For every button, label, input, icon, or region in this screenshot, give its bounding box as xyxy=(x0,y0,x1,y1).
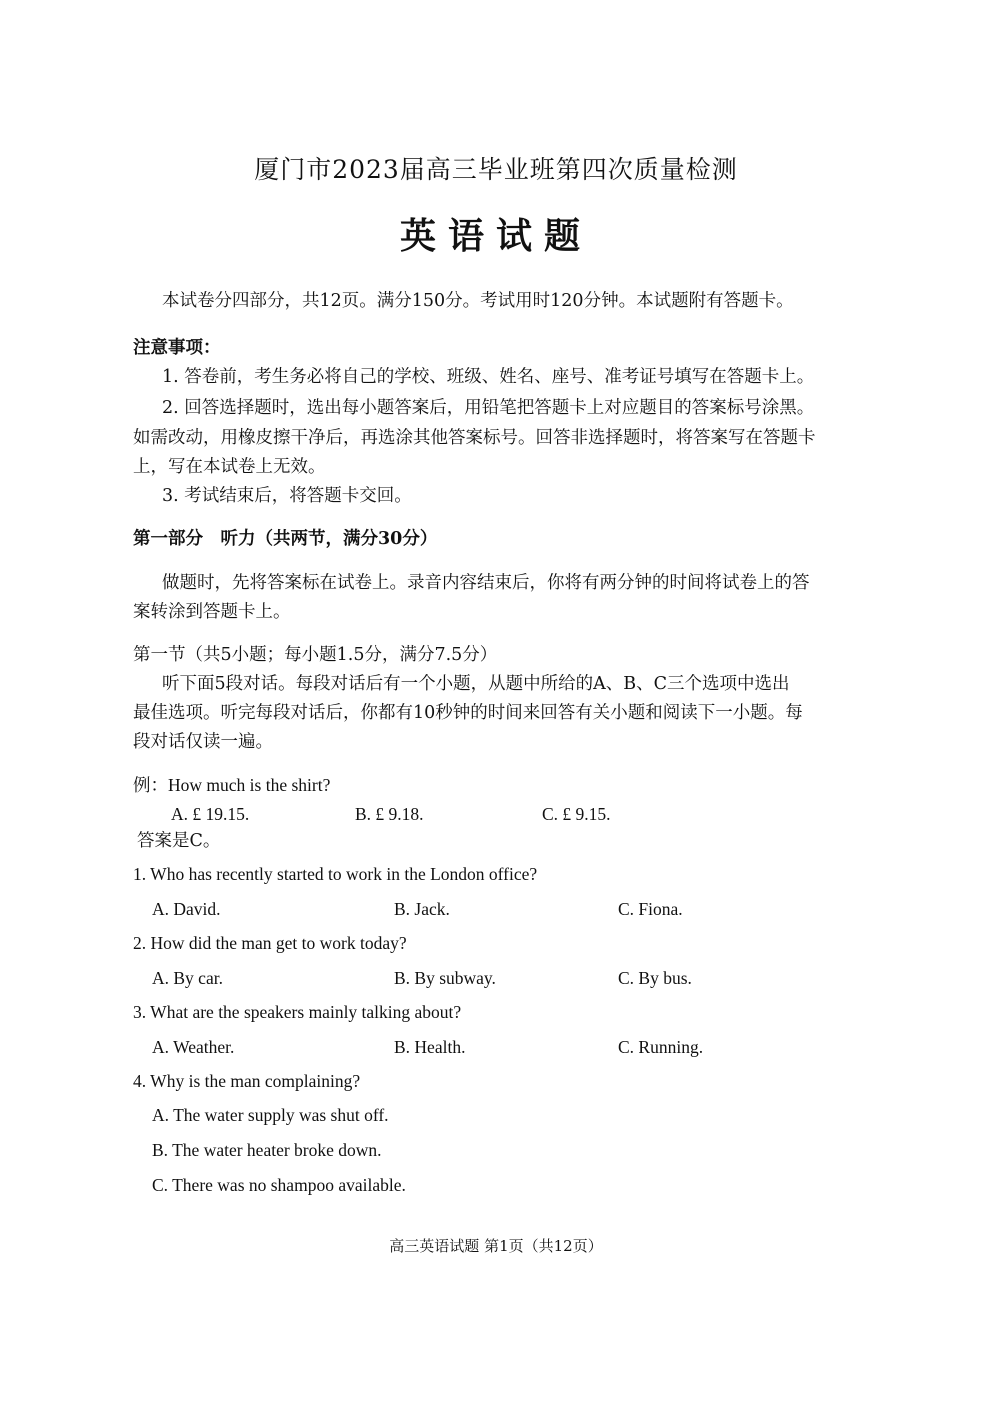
example-option-b: B. £ 9.18. xyxy=(355,804,424,824)
exam-title: 英语试题 xyxy=(399,215,592,257)
q4-option-c: C. There was no shampoo available. xyxy=(152,1175,406,1195)
section1-heading: 第一节（共5小题；每小题1.5分，满分7.5分） xyxy=(133,645,498,665)
notice-item: 2. 回答选择题时，选出每小题答案后，用铅笔把答题卡上对应题目的答案标号涂黑。 xyxy=(162,398,815,418)
q2-option-c: C. By bus. xyxy=(618,968,692,988)
section1-instruction: 听下面5段对话。每段对话后有一个小题，从题中所给的A、B、C三个选项中选出 xyxy=(162,674,790,694)
part1-instruction: 案转涂到答题卡上。 xyxy=(133,602,291,622)
question-1: 1. Who has recently started to work in the London office? xyxy=(133,864,538,884)
example-option-c: C. £ 9.15. xyxy=(542,804,611,824)
notice-heading: 注意事项： xyxy=(133,338,221,358)
q2-option-b: B. By subway. xyxy=(394,968,496,988)
question-3: 3. What are the speakers mainly talking about? xyxy=(133,1002,462,1022)
notice-item: 1. 答卷前，考生务必将自己的学校、班级、姓名、座号、准考证号填写在答题卡上。 xyxy=(162,367,815,387)
section1-instruction: 最佳选项。听完每段对话后，你都有10秒钟的时间来回答有关小题和阅读下一小题。每 xyxy=(133,703,803,723)
section1-instruction: 段对话仅读一遍。 xyxy=(133,732,273,752)
example-question: 例：How much is the shirt? xyxy=(133,775,331,795)
question-2: 2. How did the man get to work today? xyxy=(133,933,407,953)
part1-heading: 第一部分 听力（共两节，满分30分） xyxy=(133,529,438,549)
q4-option-a: A. The water supply was shut off. xyxy=(152,1105,389,1125)
q3-option-c: C. Running. xyxy=(618,1037,704,1057)
notice-item: 上，写在本试卷上无效。 xyxy=(133,457,326,477)
q1-option-c: C. Fiona. xyxy=(618,899,683,919)
notice-item: 3. 考试结束后，将答题卡交回。 xyxy=(162,486,412,506)
intro-text: 本试卷分四部分，共12页。满分150分。考试用时120分钟。本试题附有答题卡。 xyxy=(162,291,794,311)
q1-option-a: A. David. xyxy=(152,899,221,919)
page-footer: 高三英语试题 第1页（共12页） xyxy=(389,1237,603,1255)
notice-item: 如需改动，用橡皮擦干净后，再选涂其他答案标号。回答非选择题时，将答案写在答题卡 xyxy=(133,428,816,448)
example-option-a: A. £ 19.15. xyxy=(171,804,250,824)
q4-option-b: B. The water heater broke down. xyxy=(152,1140,382,1160)
exam-subtitle: 厦门市2023届高三毕业班第四次质量检测 xyxy=(254,155,738,184)
q1-option-b: B. Jack. xyxy=(394,899,450,919)
example-answer: 答案是C。 xyxy=(137,831,221,851)
q2-option-a: A. By car. xyxy=(152,968,223,988)
q3-option-a: A. Weather. xyxy=(152,1037,235,1057)
question-4: 4. Why is the man complaining? xyxy=(133,1071,361,1091)
q3-option-b: B. Health. xyxy=(394,1037,466,1057)
part1-instruction: 做题时，先将答案标在试卷上。录音内容结束后，你将有两分钟的时间将试卷上的答 xyxy=(162,573,810,593)
